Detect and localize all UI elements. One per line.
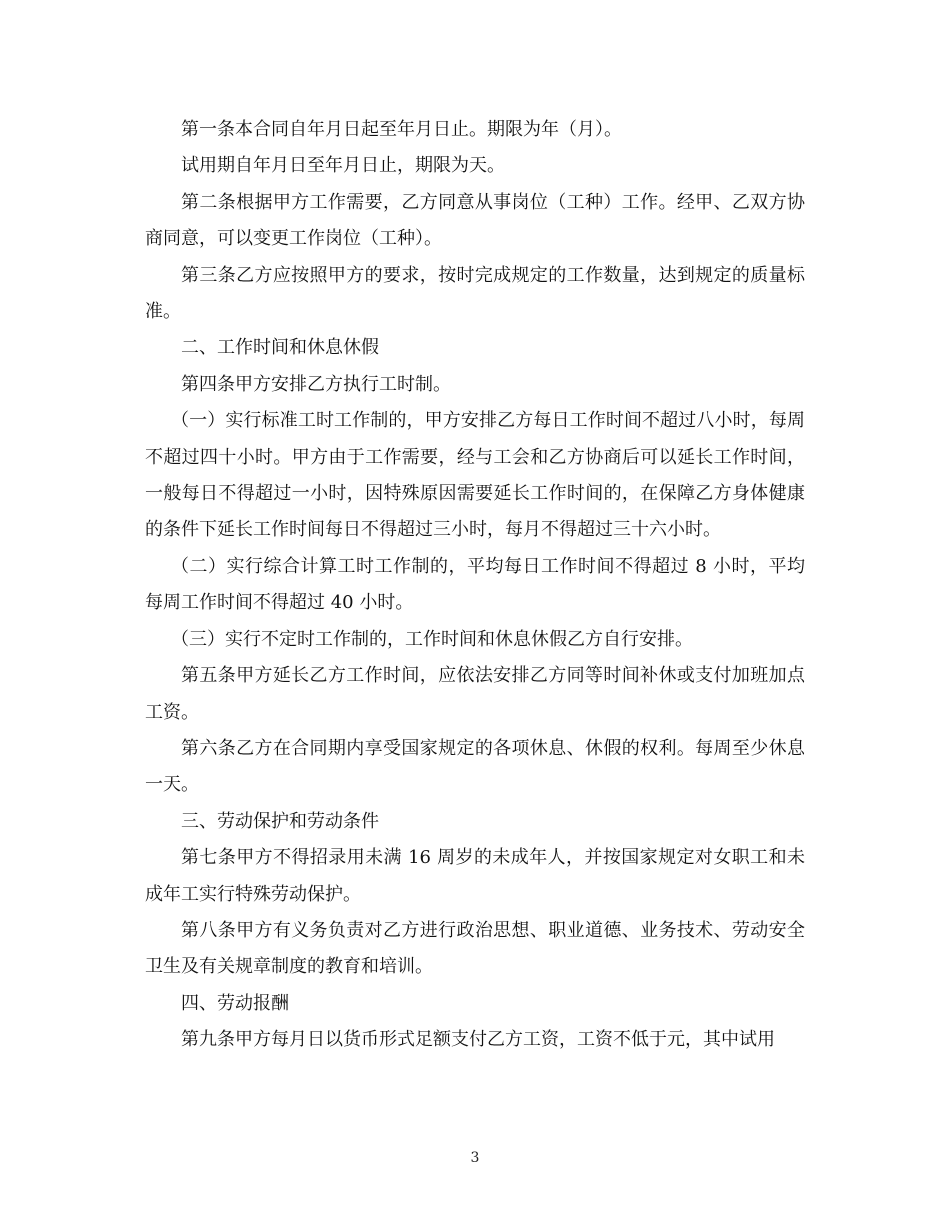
paragraph-article-9: 第九条甲方每月日以货币形式足额支付乙方工资，工资不低于元，其中试用 [181,1029,775,1051]
paragraph-article-8: 第八条甲方有义务负责对乙方进行政治思想、职业道德、业务技术、劳动安全卫生及有关规章制度的教育和培训。 [145,919,805,978]
paragraph-article-2: 第二条根据甲方工作需要，乙方同意从事岗位（工种）工作。经甲、乙双方协商同意，可以变更工作岗位（工种）。 [145,191,805,250]
section-heading-working-hours: 二、工作时间和休息休假 [181,337,379,359]
paragraph-article-4: 第四条甲方安排乙方执行工时制。 [181,373,451,395]
paragraph-article-6: 第六条乙方在合同期内享受国家规定的各项休息、休假的权利。每周至少休息一天。 [145,737,805,796]
paragraph-article-3: 第三条乙方应按照甲方的要求，按时完成规定的工作数量，达到规定的质量标准。 [145,264,805,323]
paragraph-article-1: 第一条本合同自年月日起至年月日止。期限为年（月）。 [181,119,622,140]
paragraph-article-5: 第五条甲方延长乙方工作时间，应依法安排乙方同等时间补休或支付加班加点工资。 [145,665,805,723]
page-number: 3 [470,1150,480,1166]
paragraph-probation: 试用期自年月日至年月日止，期限为天。 [181,155,505,177]
paragraph-comprehensive-hours: （二）实行综合计算工时工作制的，平均每日工作时间不得超过 8 小时，平均每周工作时间不得超过 40 小时。 [145,555,805,614]
paragraph-flexible-hours: （三）实行不定时工作制的，工作时间和休息休假乙方自行安排。 [171,628,693,650]
section-heading-remuneration: 四、劳动报酬 [181,992,289,1014]
paragraph-standard-hours: （一）实行标准工时工作制的，甲方安排乙方每日工作时间不超过八小时，每周不超过四十小时。甲方由于工作需要，经与工会和乙方协商后可以延长工作时间，一般每日不得超过一小时，因特殊原因需要延长工作时间的，在保障乙方身体健康的条件下延长工作时间每日不得超过三小时，每月不得超过三十六小时。 [145,410,805,541]
document-body [145,112,805,1059]
paragraph-article-7: 第七条甲方不得招录用未满 16 周岁的未成年人，并按国家规定对女职工和未成年工实行特殊劳动保护。 [145,847,805,905]
section-heading-labor-protection: 三、劳动保护和劳动条件 [181,810,379,832]
